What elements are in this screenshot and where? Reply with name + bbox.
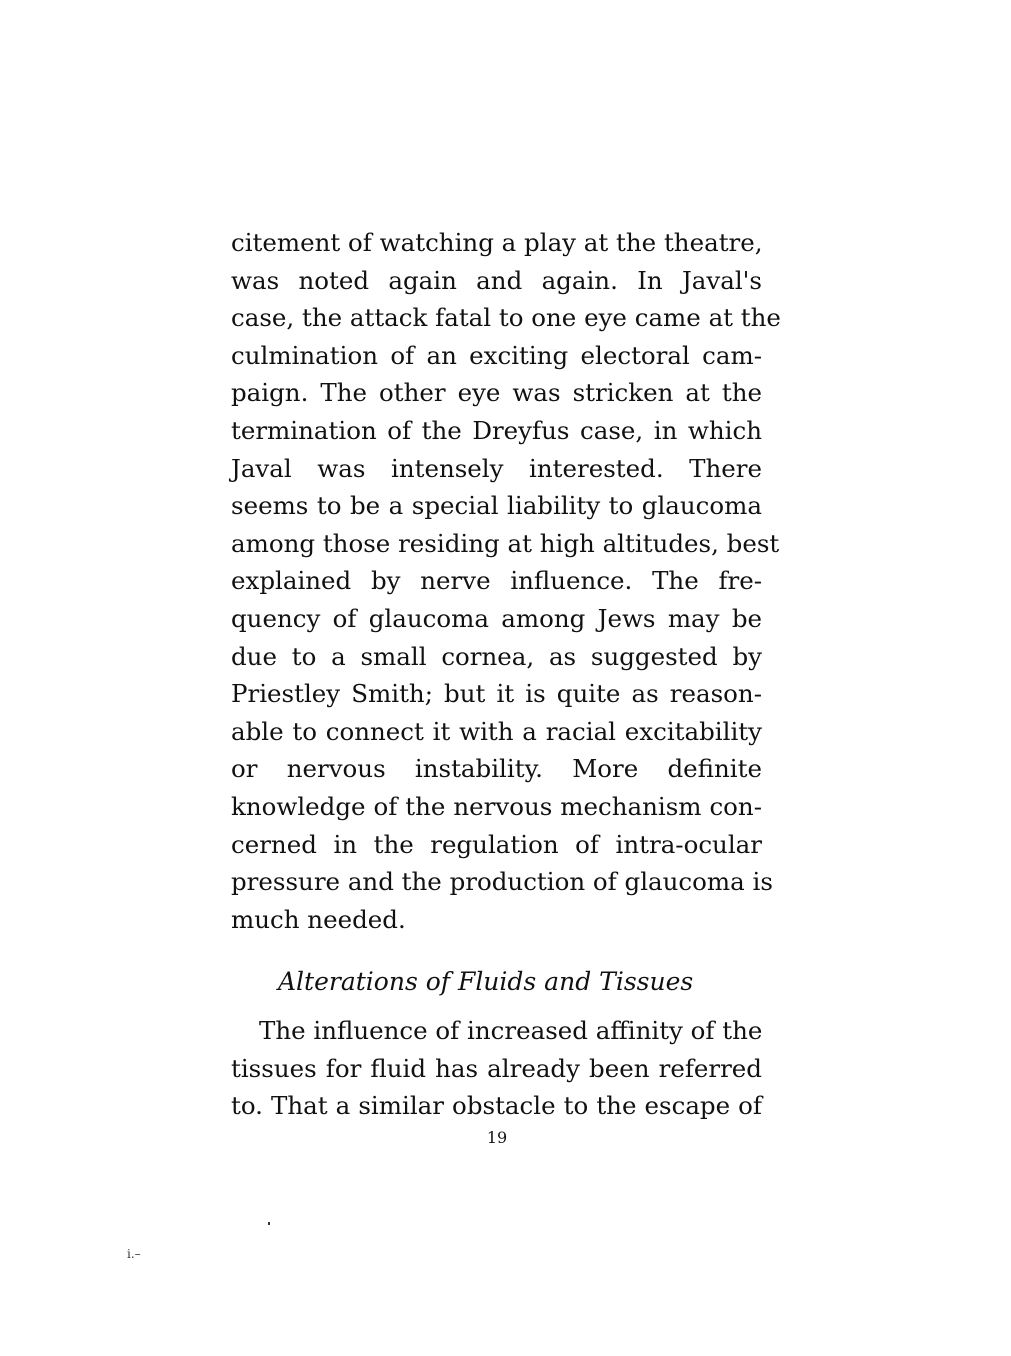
- body-paragraph: [231, 224, 781, 938]
- page-number: 19: [486, 1128, 508, 1147]
- body-line-7: Javal was intensely interested. There: [231, 453, 762, 483]
- body-line-3: case, the attack fatal to one eye came at the: [231, 303, 781, 333]
- body-line-1: citement of watching a play at the theatre,: [231, 228, 763, 257]
- section-heading: Alterations of Fluids and Tissues: [278, 967, 694, 996]
- body-line-9: among those residing at high altitudes, best: [231, 528, 780, 558]
- section-line-1: The influence of increased affinity of the: [259, 1016, 763, 1045]
- body-line-13: Priestley Smith; but it is quite as reason-: [231, 679, 762, 709]
- body-line-16: knowledge of the nervous mechanism con-: [231, 791, 762, 821]
- body-line-15: or nervous instability. More definite: [231, 754, 762, 784]
- body-line-11: quency of glaucoma among Jews may be: [231, 603, 762, 633]
- body-line-17: cerned in the regulation of intra-ocular: [231, 829, 762, 859]
- margin-mark: i.–: [127, 1247, 141, 1261]
- body-line-2: was noted again and again. In Javal's: [231, 265, 762, 295]
- section-paragraph: [231, 1012, 762, 1125]
- body-line-6: termination of the Dreyfus case, in which: [231, 415, 762, 445]
- body-line-14: able to connect it with a racial excitability: [231, 716, 762, 746]
- body-line-5: paign. The other eye was stricken at the: [231, 378, 762, 408]
- body-line-4: culmination of an exciting electoral cam-: [231, 340, 762, 370]
- section-line-2: tissues for fluid has already been referred: [231, 1053, 762, 1083]
- section-line-3: to. That a similar obstacle to the escape of: [231, 1091, 762, 1121]
- body-line-19: much needed.: [231, 904, 406, 934]
- body-line-12: due to a small cornea, as suggested by: [231, 641, 762, 671]
- body-line-10: explained by nerve influence. The fre-: [231, 566, 762, 596]
- body-line-8: seems to be a special liability to glaucoma: [231, 491, 762, 521]
- body-line-18: pressure and the production of glaucoma is: [231, 867, 773, 897]
- scan-speck: [268, 1222, 270, 1225]
